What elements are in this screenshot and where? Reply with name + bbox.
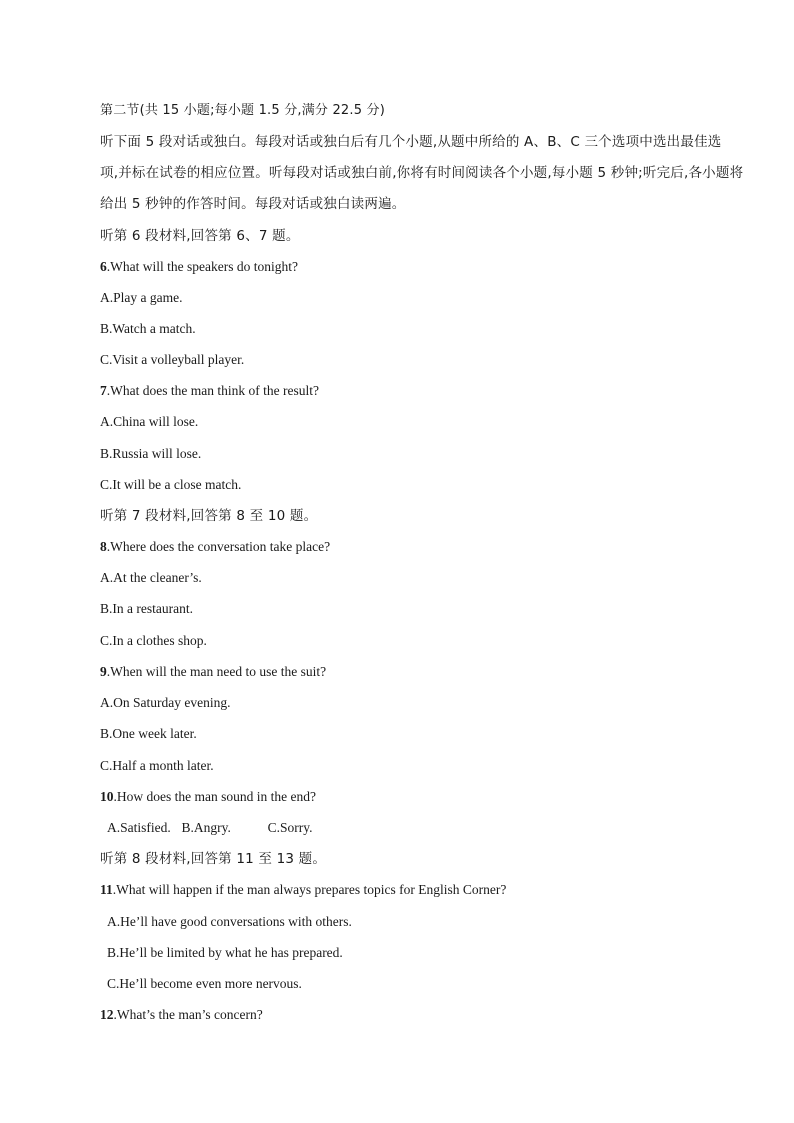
option-7c: C.It will be a close match. (100, 477, 242, 492)
option-8c: C.In a clothes shop. (100, 633, 207, 648)
question-text: .What does the man think of the result? (106, 383, 319, 398)
question-6 (100, 259, 298, 275)
question-number: 11 (100, 882, 113, 897)
question-10 (100, 789, 316, 805)
option-10c: C.Sorry. (267, 820, 313, 835)
option-6b: B.Watch a match. (100, 321, 196, 336)
question-text: .How does the man sound in the end? (113, 789, 316, 804)
question-9 (100, 664, 326, 680)
options-10-inline (107, 820, 313, 836)
option-6c: C.Visit a volleyball player. (100, 352, 245, 367)
question-11 (100, 882, 506, 898)
question-number: 12 (100, 1007, 114, 1022)
question-number: 9 (100, 664, 107, 679)
option-11c: C.He’ll become even more nervous. (107, 976, 302, 991)
question-number: 6 (100, 259, 107, 274)
question-12 (100, 1007, 263, 1023)
question-8 (100, 539, 330, 555)
option-11a: A.He’ll have good conversations with others. (107, 914, 352, 929)
group-intro-6-7: 听第 6 段材料,回答第 6、7 题。 (100, 228, 300, 244)
question-number: 10 (100, 789, 114, 804)
group-intro-8-10: 听第 7 段材料,回答第 8 至 10 题。 (100, 508, 318, 524)
option-10b: B.Angry. (181, 820, 231, 835)
option-10a: A.Satisfied. (107, 820, 171, 835)
question-text: .What will happen if the man always prepares topics for English Corner? (112, 882, 507, 897)
option-7a: A.China will lose. (100, 414, 199, 429)
question-text: .What’s the man’s concern? (113, 1007, 263, 1022)
option-7b: B.Russia will lose. (100, 446, 202, 461)
instruction-line-1: 听下面 5 段对话或独白。每段对话或独白后有几个小题,从题中所给的 A、B、C 三个选项中选出最佳选 (100, 134, 722, 150)
section-header: 第二节(共 15 小题;每小题 1.5 分,满分 22.5 分) (100, 103, 386, 118)
question-number: 7 (100, 383, 107, 398)
question-number: 8 (100, 539, 107, 554)
instruction-line-3: 给出 5 秒钟的作答时间。每段对话或独白读两遍。 (100, 196, 406, 212)
option-8b: B.In a restaurant. (100, 601, 193, 616)
option-6a: A.Play a game. (100, 290, 183, 305)
option-11b: B.He’ll be limited by what he has prepared. (107, 945, 343, 960)
option-9a: A.On Saturday evening. (100, 695, 231, 710)
question-text: .What will the speakers do tonight? (106, 259, 298, 274)
option-9c: C.Half a month later. (100, 758, 214, 773)
question-7 (100, 383, 319, 399)
option-8a: A.At the cleaner’s. (100, 570, 202, 585)
group-intro-11-13: 听第 8 段材料,回答第 11 至 13 题。 (100, 851, 327, 867)
question-text: .Where does the conversation take place? (106, 539, 331, 554)
option-9b: B.One week later. (100, 726, 197, 741)
instruction-line-2: 项,并标在试卷的相应位置。听每段对话或独白前,你将有时间阅读各个小题,每小题 5 秒钟;听完后,各小题将 (100, 165, 744, 181)
question-text: .When will the man need to use the suit? (106, 664, 327, 679)
